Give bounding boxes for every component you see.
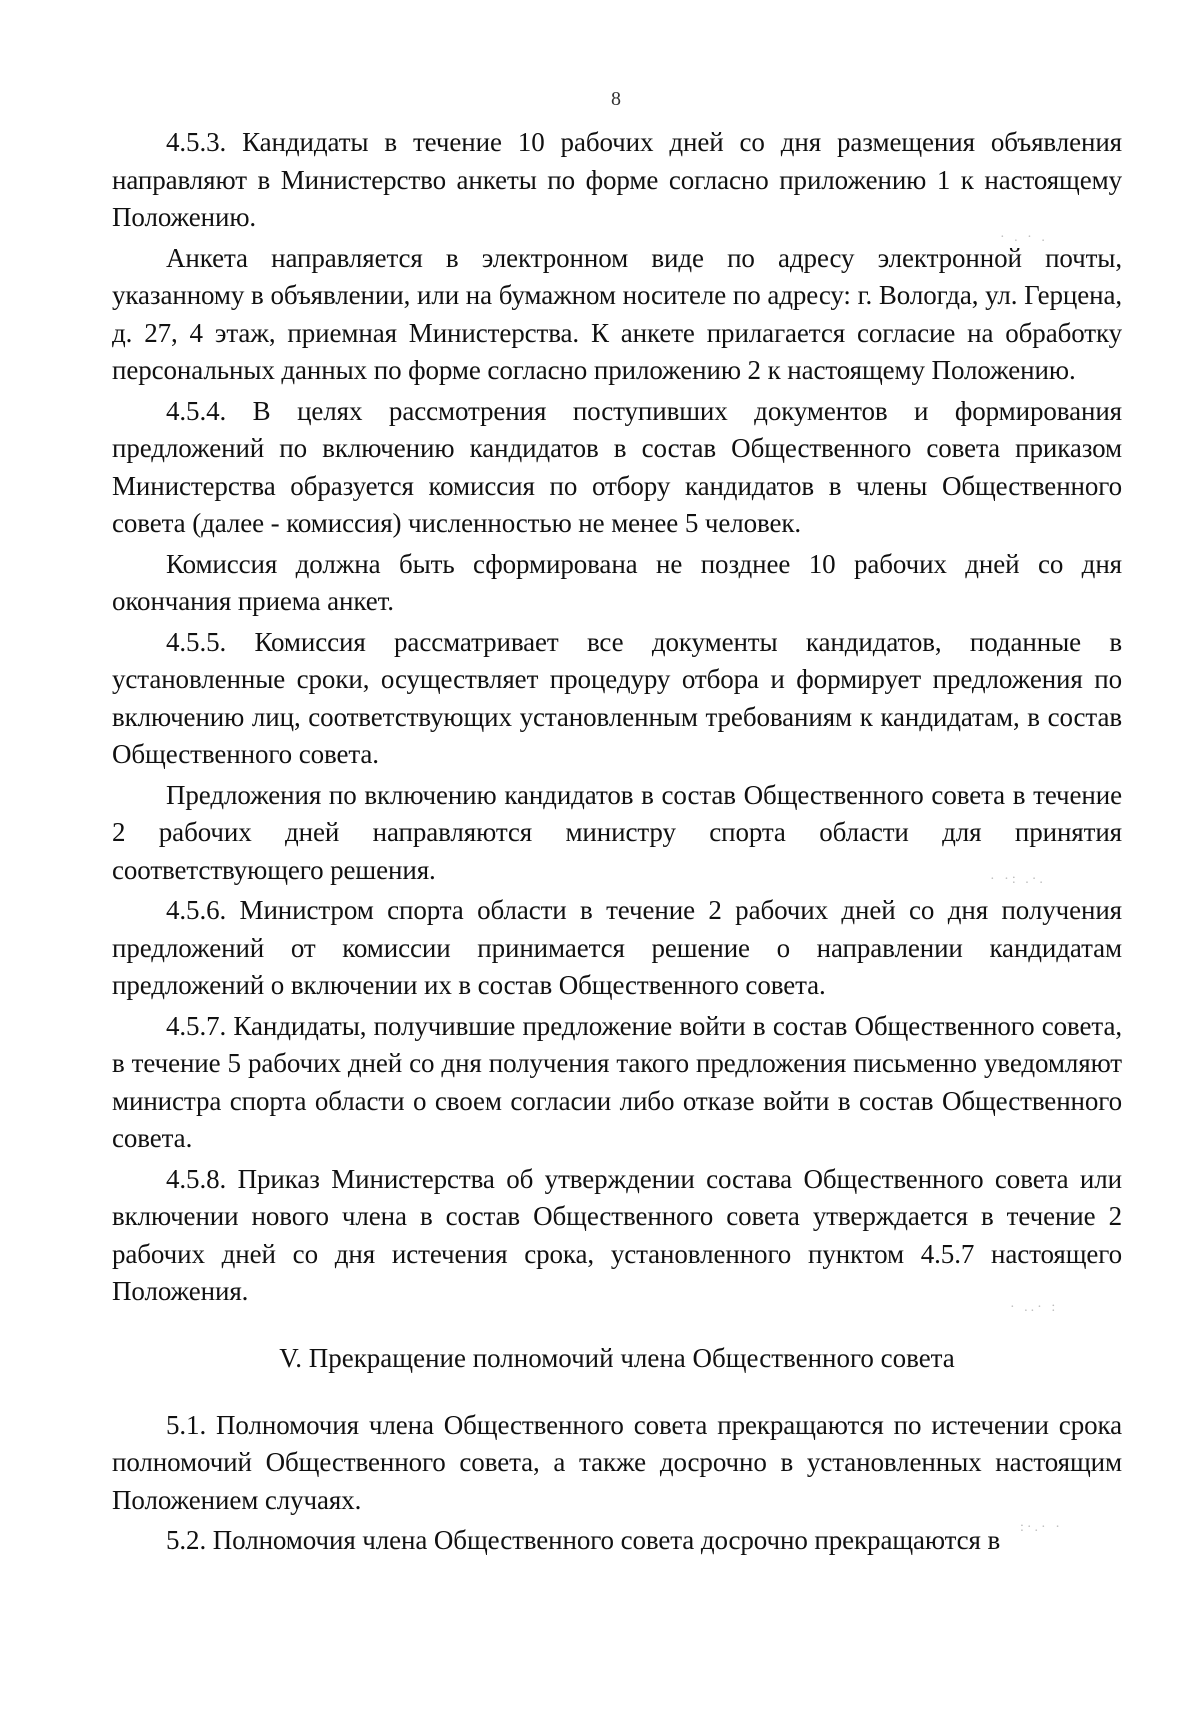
paragraph-4-5-4-commission: Комиссия должна быть сформирована не позднее 10 рабочих дней со дня окончания приема анкет. <box>112 548 1122 616</box>
paragraph-5-1: 5.1. Полномочия члена Общественного совета прекращаются по истечении срока полномочий Общественного совета, а также досрочно в установленных настоящим Положением случаях. <box>112 1409 1122 1515</box>
paragraph-4-5-3: 4.5.3. Кандидаты в течение 10 рабочих дней со дня размещения объявления направляют в Министерство анкеты по форме согласно приложению 1 к настоящему Положению. <box>112 127 1122 232</box>
scan-speckle: · ..· : <box>1010 1300 1059 1315</box>
scan-speckle: · ·: .·. <box>990 872 1046 887</box>
paragraph-5-2: 5.2. Полномочия члена Общественного совета досрочно прекращаются в <box>166 1525 1001 1555</box>
paragraph-4-5-5: 4.5.5. Комиссия рассматривает все документы кандидатов, поданные в установленные сроки, осуществляет процедуру отбора и формирует предложения по включению лиц, соответствующих установленным требованиям к кандидатам, в состав Общественного совета. <box>112 626 1122 769</box>
scan-speckle: · . · . <box>1000 230 1048 245</box>
paragraph-4-5-4: 4.5.4. В целях рассмотрения поступивших документов и формирования предложений по включению кандидатов в состав Общественного совета приказом Министерства образуется комиссия по отбору кандидатов в члены Общественного совета (далее - комиссия) численностью не менее 5 человек. <box>112 395 1122 538</box>
paragraph-4-5-8: 4.5.8. Приказ Министерства об утверждении состава Общественного совета или включении нового члена в состав Общественного совета утверждается в течение 2 рабочих дней со дня истечения срока, установленного пунктом 4.5.7 настоящего Положения. <box>112 1163 1122 1306</box>
page-number: 8 <box>611 88 621 110</box>
paragraph-4-5-3-application: Анкета направляется в электронном виде по адресу электронной почты, указанному в объявлении, или на бумажном носителе по адресу: г. Вологда, ул. Герцена, д. 27, 4 этаж, приемная Министерства. К анкете прилагается согласие на обработку персональных данных по форме согласно приложению 2 к настоящему Положению. <box>112 242 1122 385</box>
paragraph-4-5-6: 4.5.6. Министром спорта области в течение 2 рабочих дней со дня получения предложений от комиссии принимается решение о направлении кандидатам предложений о включении их в состав Общественного совета. <box>112 895 1122 1000</box>
section-heading: V. Прекращение полномочий члена Общественного совета <box>279 1342 955 1373</box>
paragraph-4-5-7: 4.5.7. Кандидаты, получившие предложение войти в состав Общественного совета, в течение 5 рабочих дней со дня получения такого предложения письменно уведомляют министра спорта области о своем согласии либо отказе войти в состав Общественного совета. <box>112 1010 1122 1153</box>
document-body <box>112 124 1122 1563</box>
paragraph-4-5-5-proposals: Предложения по включению кандидатов в состав Общественного совета в течение 2 рабочих дней направляются министру спорта области для принятия соответствующего решения. <box>112 779 1122 885</box>
scan-speckle: :·.· · <box>1020 1520 1063 1535</box>
